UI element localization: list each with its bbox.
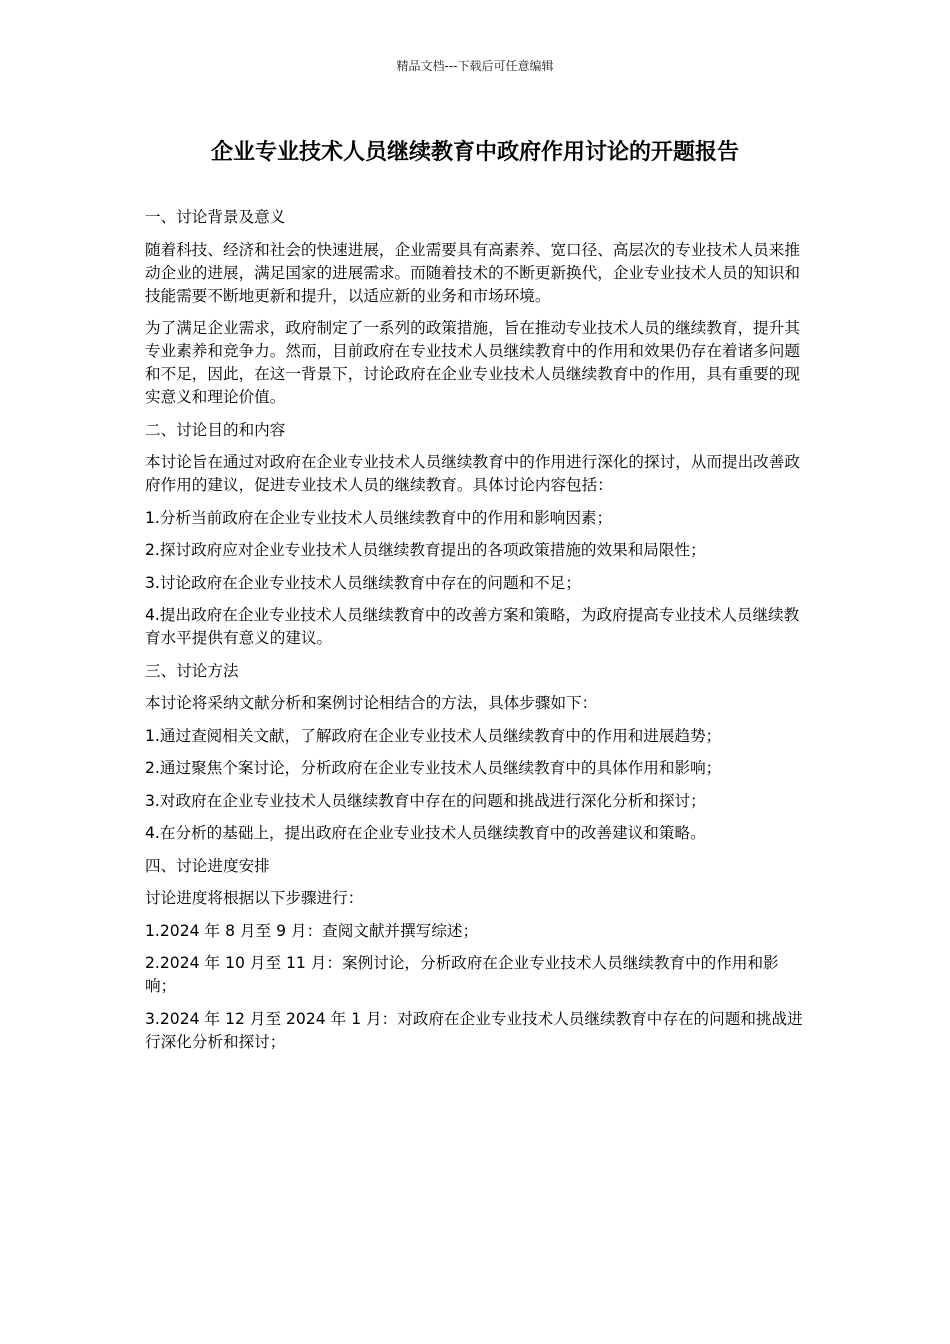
- section-heading: 一、讨论背景及意义: [145, 208, 286, 226]
- header-note: 精品文档---下载后可任意编辑: [396, 59, 554, 73]
- list-item: 3.2024 年 12 月至 2024 年 1 月：对政府在企业专业技术人员继续教育中存在的问题和挑战进行深化分析和探讨；: [145, 1009, 803, 1051]
- paragraph: 本讨论旨在通过对政府在企业专业技术人员继续教育中的作用进行深化的探讨，从而提出改善政府作用的建议，促进专业技术人员的继续教育。具体讨论内容包括：: [145, 453, 800, 494]
- list-item: 2.2024 年 10 月至 11 月：案例讨论，分析政府在企业专业技术人员继续教育中的作用和影响；: [145, 954, 779, 995]
- paragraph: 随着科技、经济和社会的快速进展，企业需要具有高素养、宽口径、高层次的专业技术人员来推动企业的进展，满足国家的进展需求。而随着技术的不断更新换代，企业专业技术人员的知识和技能需要不断地更新和提升，以适应新的业务和市场环境。: [145, 240, 800, 305]
- document-body: [145, 206, 805, 1063]
- list-item: 2.通过聚焦个案讨论，分析政府在企业专业技术人员继续教育中的具体作用和影响；: [145, 759, 722, 777]
- section-heading: 四、讨论进度安排: [145, 856, 270, 875]
- list-item: 1.分析当前政府在企业专业技术人员继续教育中的作用和影响因素；: [145, 508, 613, 527]
- list-item: 2.探讨政府应对企业专业技术人员继续教育提出的各项政策措施的效果和局限性；: [145, 541, 706, 559]
- list-item: 3.对政府在企业专业技术人员继续教育中存在的问题和挑战进行深化分析和探讨；: [145, 791, 706, 810]
- section-heading: 三、讨论方法: [145, 661, 239, 680]
- section-heading: 二、讨论目的和内容: [145, 420, 286, 439]
- paragraph: 讨论进度将根据以下步骤进行：: [145, 889, 364, 907]
- paragraph: 本讨论将采纳文献分析和案例讨论相结合的方法，具体步骤如下：: [145, 694, 598, 712]
- list-item: 1.2024 年 8 月至 9 月：查阅文献并撰写综述；: [145, 921, 479, 940]
- list-item: 3.讨论政府在企业专业技术人员继续教育中存在的问题和不足；: [145, 573, 581, 592]
- list-item: 4.在分析的基础上，提出政府在企业专业技术人员继续教育中的改善建议和策略。: [145, 824, 706, 842]
- paragraph: 为了满足企业需求，政府制定了一系列的政策措施，旨在推动专业技术人员的继续教育，提升其专业素养和竞争力。然而，目前政府在专业技术人员继续教育中的作用和效果仍存在着诸多问题和不足，因此，在这一背景下，讨论政府在企业专业技术人员继续教育中的作用，具有重要的现实意义和理论价值。: [145, 319, 800, 406]
- list-item: 1.通过查阅相关文献，了解政府在企业专业技术人员继续教育中的作用和进展趋势；: [145, 726, 722, 745]
- document-title: 企业专业技术人员继续教育中政府作用讨论的开题报告: [210, 140, 739, 165]
- list-item: 4.提出政府在企业专业技术人员继续教育中的改善方案和策略，为政府提高专业技术人员继续教育水平提供有意义的建议。: [145, 606, 800, 647]
